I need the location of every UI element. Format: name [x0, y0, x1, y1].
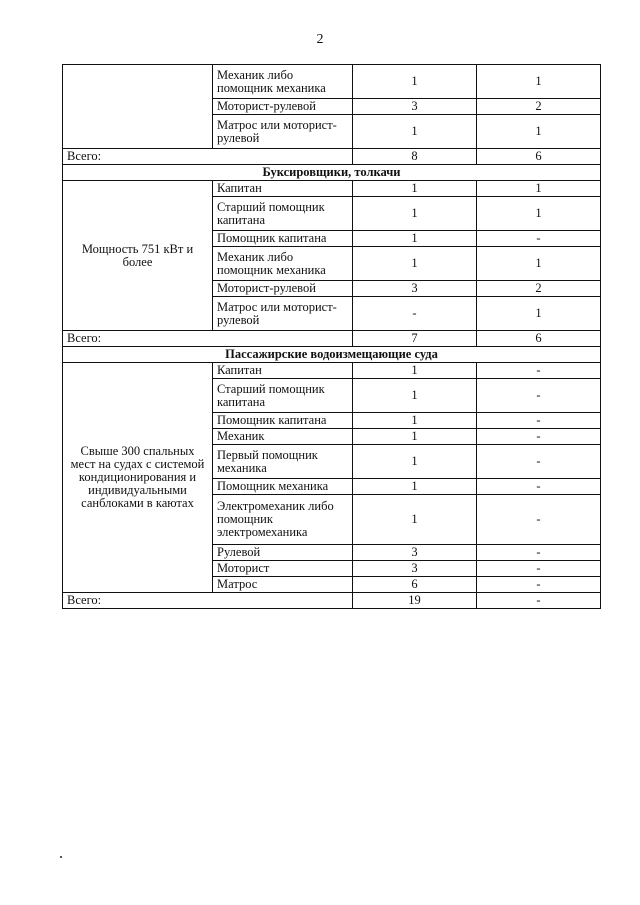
- count-cell-b: 1: [477, 181, 601, 197]
- count-cell-b: 2: [477, 281, 601, 297]
- count-cell-a: 1: [353, 413, 477, 429]
- count-cell-a: 1: [353, 247, 477, 281]
- count-cell-a: 1: [353, 231, 477, 247]
- count-cell-b: -: [477, 495, 601, 545]
- position-cell: Матрос или моторист-рулевой: [213, 115, 353, 149]
- count-cell-b: -: [477, 379, 601, 413]
- position-cell: Старший помощник капитана: [213, 379, 353, 413]
- position-cell: Капитан: [213, 363, 353, 379]
- count-cell-b: -: [477, 545, 601, 561]
- position-cell: Первый помощник механика: [213, 445, 353, 479]
- count-cell-b: 1: [477, 247, 601, 281]
- position-cell: Матрос или моторист-рулевой: [213, 297, 353, 331]
- position-cell: Капитан: [213, 181, 353, 197]
- position-cell: Старший помощник капитана: [213, 197, 353, 231]
- crew-table: [62, 64, 601, 609]
- condition-cell: Мощность 751 кВт и более: [63, 181, 213, 331]
- total-a: 8: [353, 149, 477, 165]
- total-b: 6: [477, 149, 601, 165]
- table-row: [63, 65, 601, 99]
- table-row: [63, 363, 601, 379]
- total-label: Всего:: [63, 149, 353, 165]
- section-title-row: [63, 347, 601, 363]
- count-cell-b: 2: [477, 99, 601, 115]
- count-cell-b: -: [477, 231, 601, 247]
- count-cell-a: 6: [353, 577, 477, 593]
- count-cell-b: -: [477, 445, 601, 479]
- count-cell-a: 1: [353, 363, 477, 379]
- section-title: Пассажирские водоизмещающие суда: [63, 347, 601, 363]
- count-cell-a: 1: [353, 479, 477, 495]
- condition-cell: [63, 65, 213, 149]
- position-cell: Моторист-рулевой: [213, 99, 353, 115]
- position-cell: Помощник капитана: [213, 231, 353, 247]
- count-cell-a: 3: [353, 281, 477, 297]
- condition-cell: Свыше 300 спальных мест на судах с системой кондиционирования и индивидуальными санблоками в каютах: [63, 363, 213, 593]
- position-cell: Механик либо помощник механика: [213, 65, 353, 99]
- count-cell-b: 1: [477, 65, 601, 99]
- count-cell-b: -: [477, 413, 601, 429]
- count-cell-b: -: [477, 479, 601, 495]
- position-cell: Механик: [213, 429, 353, 445]
- position-cell: Помощник капитана: [213, 413, 353, 429]
- position-cell: Матрос: [213, 577, 353, 593]
- total-a: 7: [353, 331, 477, 347]
- count-cell-b: 1: [477, 115, 601, 149]
- count-cell-a: 1: [353, 379, 477, 413]
- count-cell-a: 1: [353, 115, 477, 149]
- total-label: Всего:: [63, 593, 353, 609]
- count-cell-b: -: [477, 577, 601, 593]
- count-cell-a: 1: [353, 429, 477, 445]
- count-cell-a: 1: [353, 495, 477, 545]
- count-cell-a: 1: [353, 197, 477, 231]
- page-number: 2: [316, 32, 324, 47]
- count-cell-a: 1: [353, 181, 477, 197]
- count-cell-a: 1: [353, 65, 477, 99]
- table-row: [63, 181, 601, 197]
- position-cell: Моторист: [213, 561, 353, 577]
- count-cell-a: 3: [353, 561, 477, 577]
- count-cell-a: -: [353, 297, 477, 331]
- total-b: -: [477, 593, 601, 609]
- position-cell: Механик либо помощник механика: [213, 247, 353, 281]
- count-cell-b: 1: [477, 297, 601, 331]
- total-b: 6: [477, 331, 601, 347]
- total-row: [63, 149, 601, 165]
- count-cell-b: -: [477, 561, 601, 577]
- total-a: 19: [353, 593, 477, 609]
- count-cell-b: -: [477, 429, 601, 445]
- scan-speck: [60, 856, 62, 858]
- count-cell-a: 1: [353, 445, 477, 479]
- position-cell: Помощник механика: [213, 479, 353, 495]
- count-cell-a: 3: [353, 545, 477, 561]
- position-cell: Моторист-рулевой: [213, 281, 353, 297]
- count-cell-b: 1: [477, 197, 601, 231]
- section-title: Буксировщики, толкачи: [63, 165, 601, 181]
- count-cell-b: -: [477, 363, 601, 379]
- total-row: [63, 593, 601, 609]
- count-cell-a: 3: [353, 99, 477, 115]
- position-cell: Рулевой: [213, 545, 353, 561]
- total-label: Всего:: [63, 331, 353, 347]
- section-title-row: [63, 165, 601, 181]
- total-row: [63, 331, 601, 347]
- position-cell: Электромеханик либо помощник электромеханика: [213, 495, 353, 545]
